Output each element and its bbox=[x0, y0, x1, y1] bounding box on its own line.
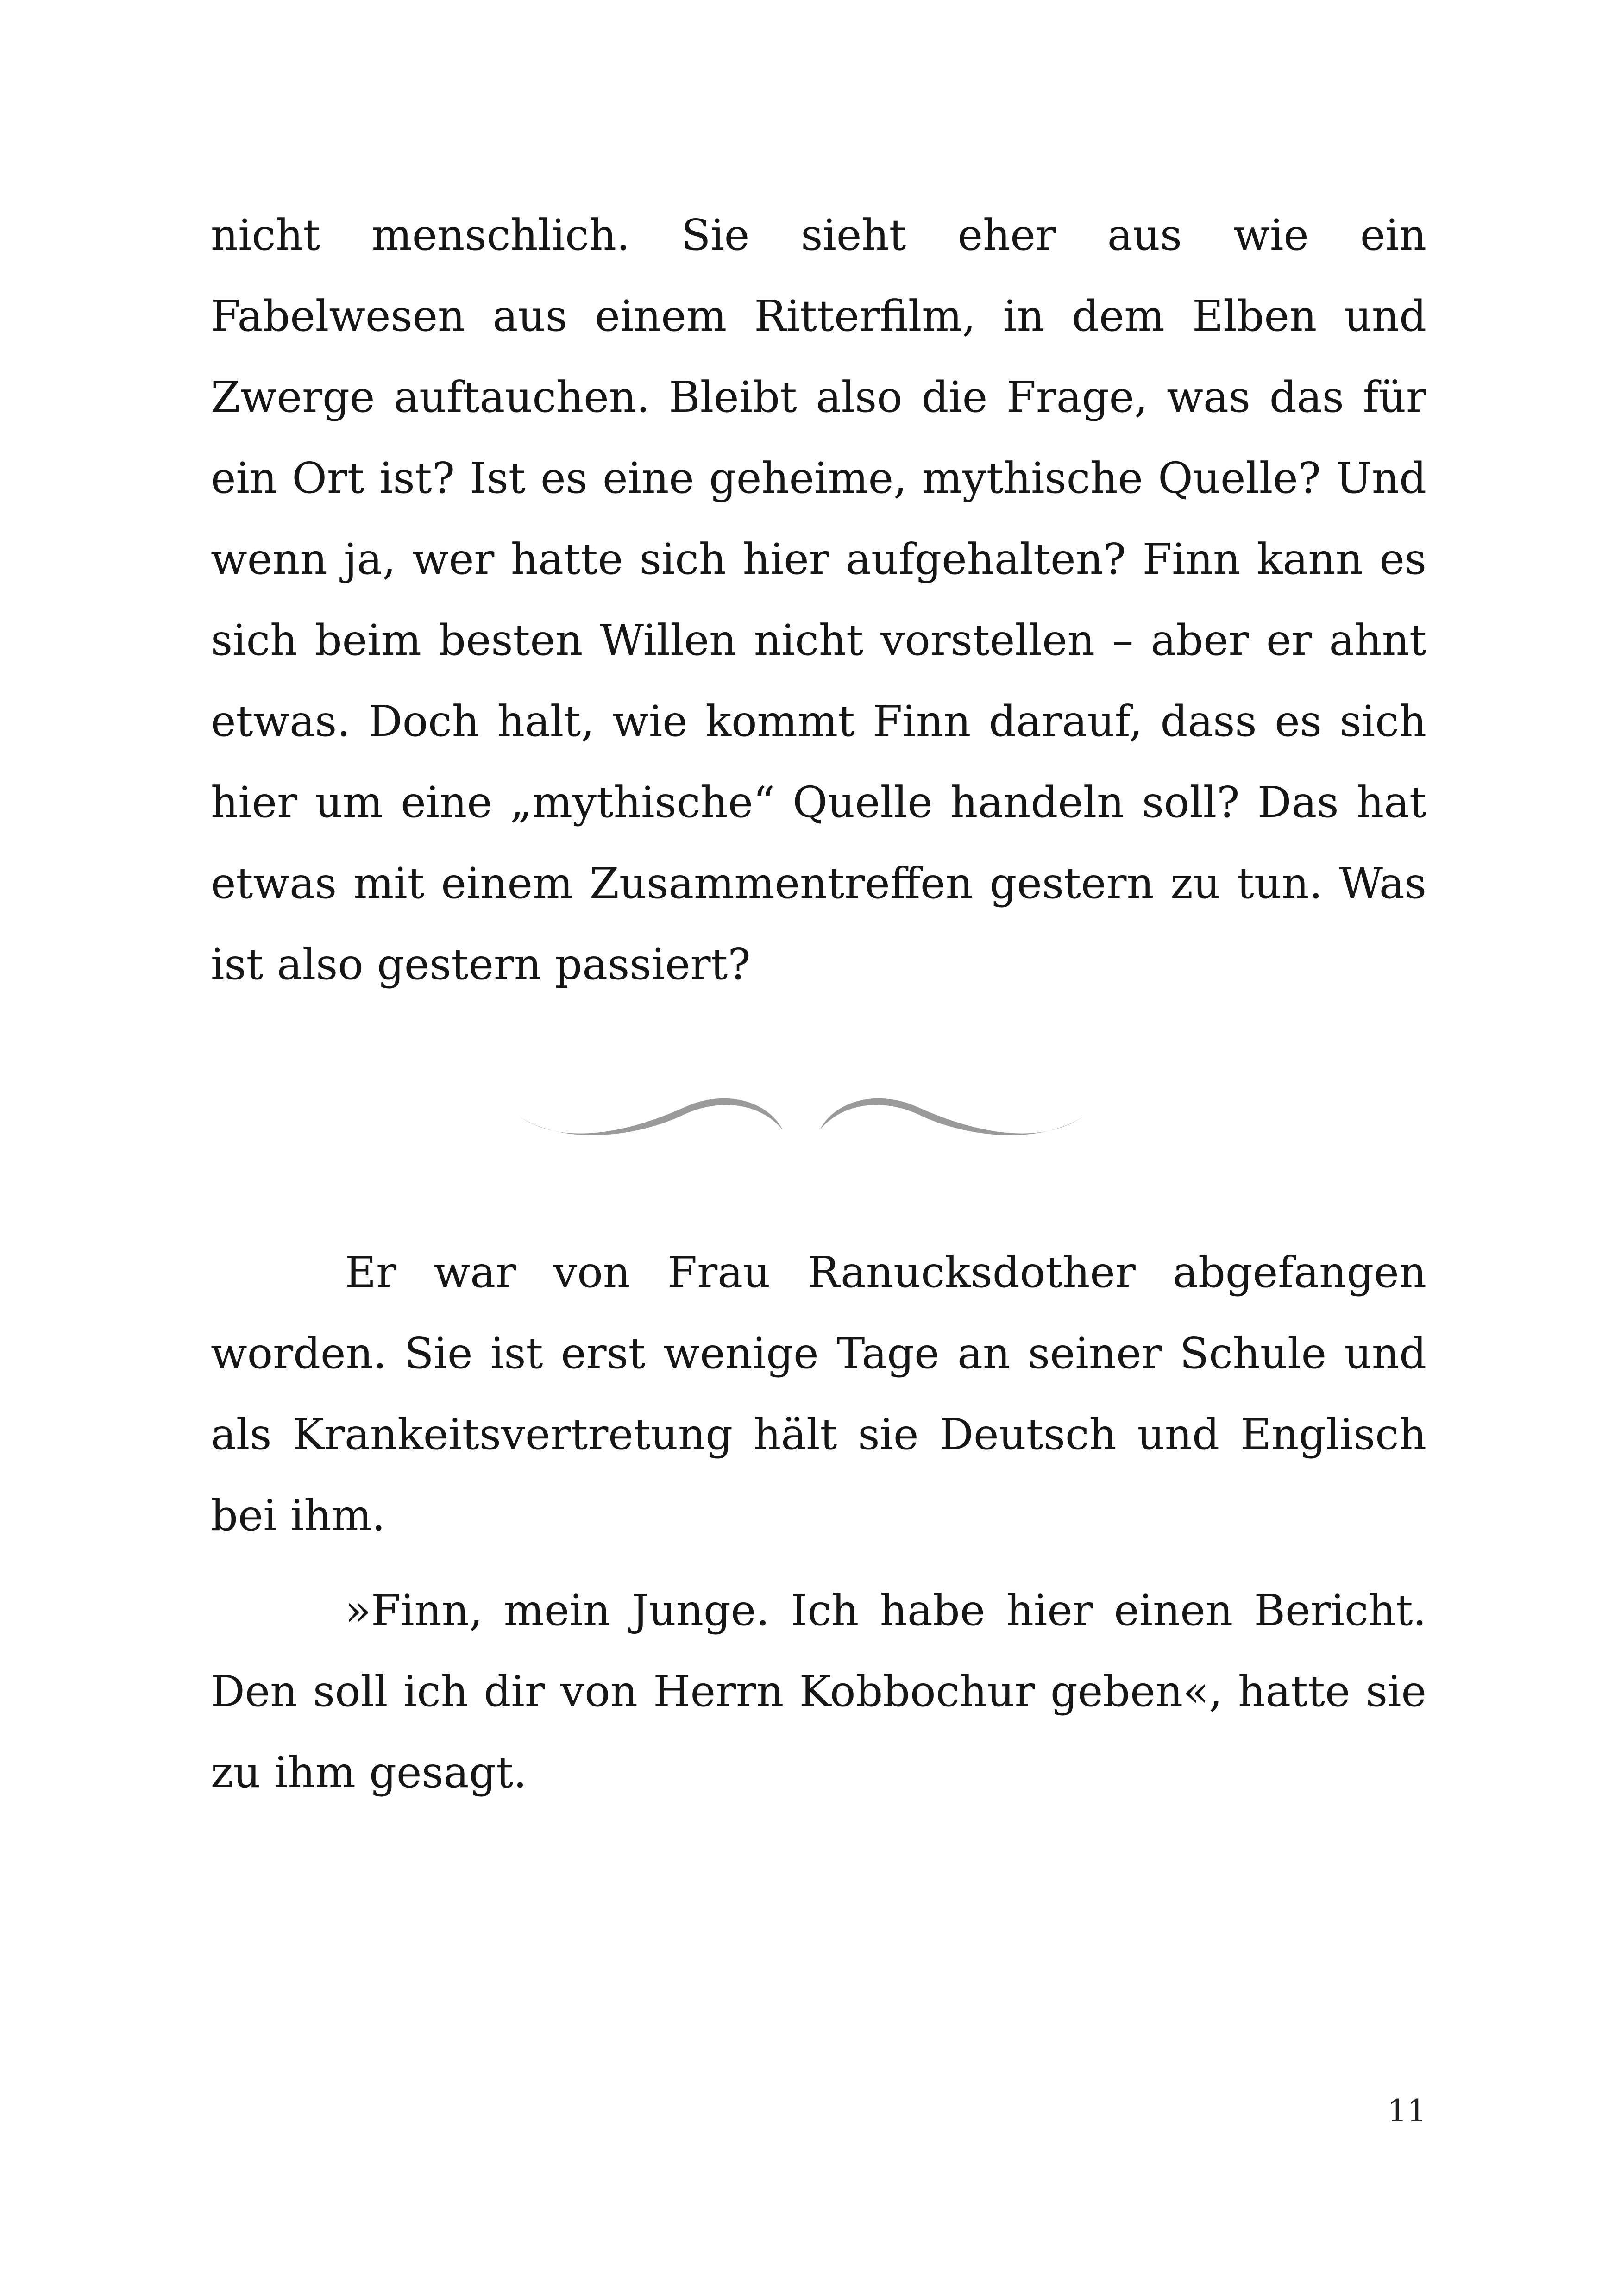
paragraph-continuation: nicht menschlich. Sie sieht eher aus wie ein Fabelwesen aus einem Ritterfilm, in dem Elben und Zwerge auftauchen. Bleibt also die Frage, was das für ein Ort ist? Ist es eine geheime, mythische Quelle? Und wenn ja, wer hatte sich hier aufgehalten? Finn kann es sich beim besten Willen nicht vorstellen – aber er ahnt etwas. Doch halt, wie kommt Finn darauf, dass es sich hier um eine „mythische“ Quelle handeln soll? Das hat etwas mit einem Zusammentreffen gestern zu tun. Was ist also gestern passiert? bbox=[211, 210, 1426, 989]
bottom-passage bbox=[211, 1232, 1426, 1813]
top-passage bbox=[211, 194, 1426, 1005]
paragraph-dialogue: »Finn, mein Junge. Ich habe hier einen Bericht. Den soll ich dir von Herrn Kobbochur geben«, hatte sie zu ihm gesagt. bbox=[211, 1586, 1426, 1797]
swash-divider-icon bbox=[509, 1060, 1139, 1172]
page-number: 11 bbox=[1388, 2093, 1426, 2129]
paragraph-ranucksdother: Er war von Frau Ranucksdother abgefangen worden. Sie ist erst wenige Tage an seiner Schule und als Krankeitsvertretung hält sie Deutsch und Englisch bei ihm. bbox=[211, 1248, 1426, 1540]
